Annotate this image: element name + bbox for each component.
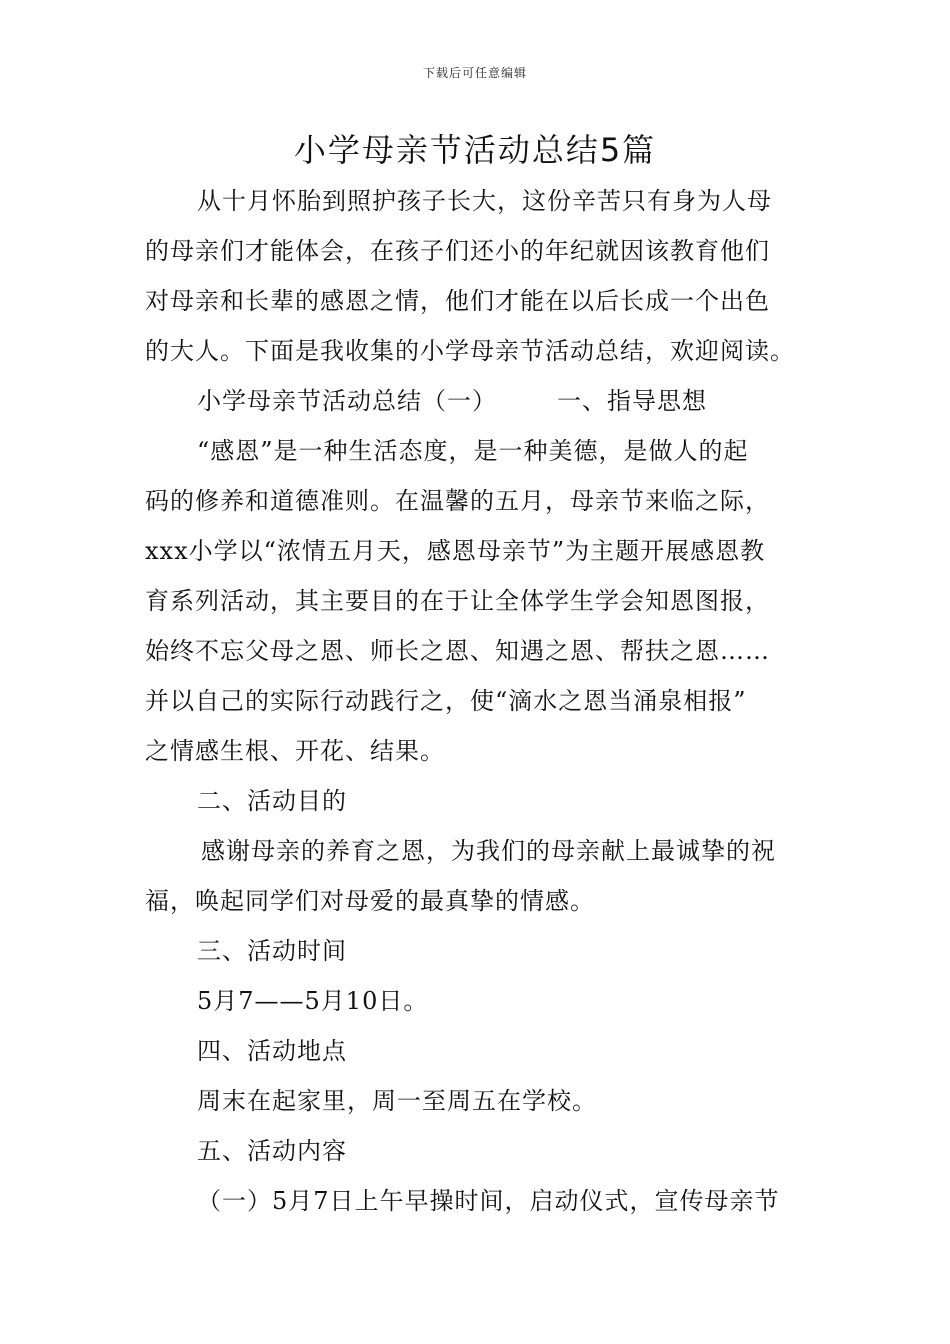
paragraph-line: 的大人。下面是我收集的小学母亲节活动总结，欢迎阅读。 [145, 337, 795, 365]
paragraph-line: 始终不忘父母之恩、师长之恩、知遇之恩、帮扶之恩…… [145, 637, 770, 665]
paragraph-line: 育系列活动，其主要目的在于让全体学生学会知恩图报， [145, 587, 770, 615]
paragraph-line: 之情感生根、开花、结果。 [145, 737, 445, 765]
section-heading: 一、指导思想 [557, 387, 707, 415]
paragraph-line: 感谢母亲的养育之恩，为我们的母亲献上最诚挚的祝 [201, 837, 776, 865]
paragraph-line: xxx小学以“浓情五月天，感恩母亲节”为主题开展感恩教 [145, 537, 766, 565]
paragraph-line: 5月7——5月10日。 [197, 987, 429, 1015]
section-heading: 二、活动目的 [197, 787, 347, 815]
paragraph-line: 并以自己的实际行动践行之，使“滴水之恩当涌泉相报” [145, 687, 747, 715]
paragraph-line: 从十月怀胎到照护孩子长大，这份辛苦只有身为人母 [197, 187, 772, 215]
paragraph-line: 福，唤起同学们对母爱的最真挚的情感。 [145, 887, 595, 915]
paragraph-line: 周末在起家里，周一至周五在学校。 [197, 1087, 597, 1115]
document-body [145, 176, 810, 1226]
section-heading: 五、活动内容 [197, 1137, 347, 1165]
paragraph-line: 对母亲和长辈的感恩之情，他们才能在以后长成一个出色 [145, 287, 770, 315]
paragraph-line: “感恩”是一种生活态度，是一种美德，是做人的起 [197, 437, 749, 465]
section-heading-line [145, 376, 810, 426]
summary-heading: 小学母亲节活动总结（一） [197, 387, 497, 415]
paragraph-line: 码的修养和道德准则。在温馨的五月，母亲节来临之际， [145, 487, 770, 515]
paragraph-line: 的母亲们才能体会，在孩子们还小的年纪就因该教育他们 [145, 237, 770, 265]
section-heading: 三、活动时间 [197, 937, 347, 965]
header-note: 下载后可任意编辑 [422, 66, 527, 80]
paragraph-line: （一）5月7日上午早操时间，启动仪式，宣传母亲节 [197, 1187, 780, 1215]
document-title: 小学母亲节活动总结5篇 [293, 131, 657, 169]
section-heading: 四、活动地点 [197, 1037, 347, 1065]
